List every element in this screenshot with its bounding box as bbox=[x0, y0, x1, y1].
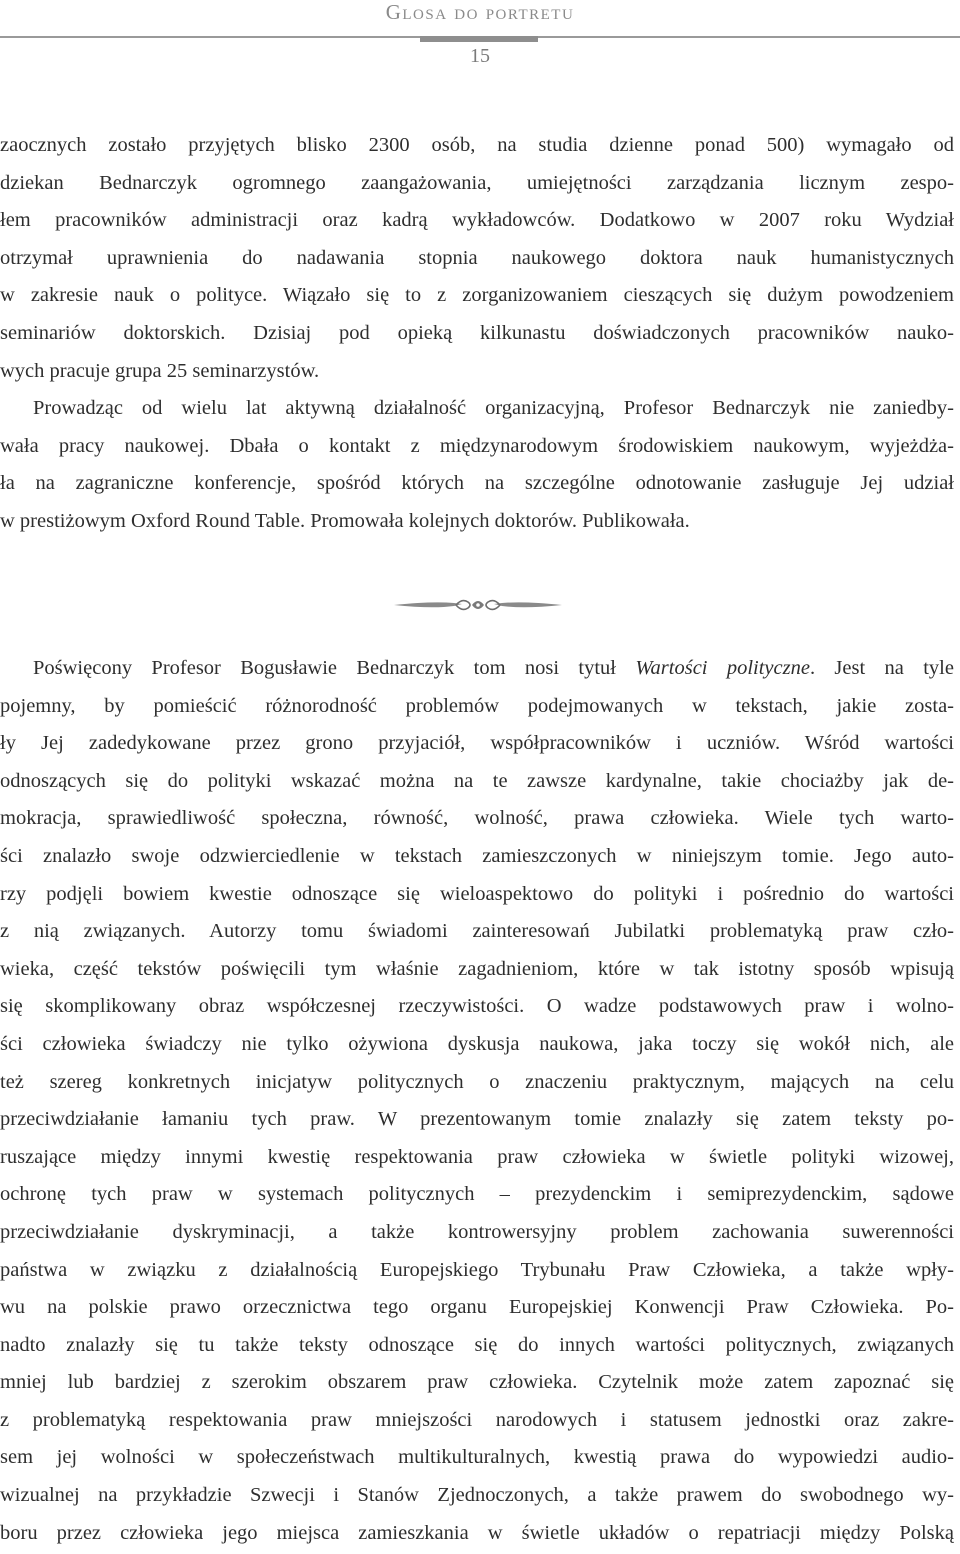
text-fragment: . Jest na tyle bbox=[809, 657, 954, 679]
text-block-upper bbox=[0, 127, 954, 541]
text-line: Prowadząc od wielu lat aktywną działalność organizacyjną, Profesor Bednarczyk nie zaniedby- bbox=[33, 397, 954, 420]
text-line: się skomplikowany obraz współczesnej rzeczywistości. O wadze podstawowych praw i wolno- bbox=[0, 995, 954, 1018]
text-line: wu na polskie prawo orzecznictwa tego organu Europejskiej Konwencji Praw Człowieka. Po- bbox=[0, 1296, 954, 1319]
text-line: seminariów doktorskich. Dzisiaj pod opieką kilkunastu doświadczonych pracowników nauko- bbox=[0, 321, 954, 344]
running-title: Glosa do portretu bbox=[385, 0, 575, 24]
paragraph-2 bbox=[0, 390, 954, 540]
header-rule-accent bbox=[420, 36, 538, 42]
text-block-lower bbox=[0, 650, 954, 1552]
text-line: ści znalazło swoje odzwierciedlenie w tekstach zamieszczonych w niniejszym tomie. Jego auto- bbox=[0, 844, 954, 867]
text-line: pojemny, by pomieścić różnorodność problemów podejmowanych w tekstach, jakie zosta- bbox=[0, 694, 954, 717]
text-line: przeciwdziałanie dyskryminacji, a także kontrowersyjny problem zachowania suwerenności bbox=[0, 1220, 954, 1243]
text-line: odnoszących się do polityki wskazać można na te zawsze kardynalne, takie chociażby jak de- bbox=[0, 769, 954, 792]
text-line: ły Jej zadedykowane przez grono przyjaciół, współpracowników i uczniów. Wśród wartości bbox=[0, 732, 954, 755]
text-line: przeciwdziałanie łamaniu tych praw. W prezentowanym tomie znalazły się zatem teksty po- bbox=[0, 1108, 954, 1131]
text-line: wizualnej na przykładzie Szwecji i Stanów Zjednoczonych, a także prawem do swobodnego wy- bbox=[0, 1484, 954, 1507]
text-line: ruszające między innymi kwestię respektowania praw człowieka w świetle polityki wizowej, bbox=[0, 1145, 954, 1168]
running-header bbox=[0, 0, 960, 66]
text-line: ła na zagraniczne konferencje, spośród których na szczególne odnotowanie zasługuje Jej udział bbox=[0, 472, 954, 495]
text-line: nadto znalazły się tu także teksty odnoszące się do innych wartości politycznych, związanych bbox=[0, 1333, 954, 1356]
text-line: wieka, część tekstów poświęcili tym właśnie zagadnieniom, które w tak istotny sposób wpisują bbox=[0, 957, 954, 980]
text-line: zaocznych zostało przyjętych blisko 2300 osób, na studia dzienne ponad 500) wymagało od bbox=[0, 134, 954, 156]
text-line: w prestiżowym Oxford Round Table. Promowała kolejnych doktorów. Publikowała. bbox=[0, 509, 690, 532]
text-line: rzy podjęli bowiem kwestie odnoszące się wieloaspektowo do polityki i pośrednio do wartości bbox=[0, 882, 954, 905]
text-line: wych pracuje grupa 25 seminarzystów. bbox=[0, 359, 320, 382]
text-fragment: Poświęcony Profesor Bogusławie Bednarczyk tom nosi tytuł bbox=[33, 657, 636, 679]
text-line: mokracja, sprawiedliwość społeczna, równość, wolność, prawa człowieka. Wiele tych warto- bbox=[0, 807, 954, 830]
text-line: ochronę tych praw w systemach politycznych – prezydenckim i semiprezydenckim, sądowe bbox=[0, 1183, 954, 1206]
text-line: otrzymał uprawnienia do nadawania stopnia naukowego doktora nauk humanistycznych bbox=[0, 246, 954, 269]
text-line: z nią związanych. Autorzy tomu świadomi zainteresowań Jubilatki problematyką praw czło- bbox=[0, 920, 954, 943]
text-line: łem pracowników administracji oraz kadrą wykładowców. Dodatkowo w 2007 roku Wydział bbox=[0, 209, 954, 232]
text-line: mniej lub bardziej z szerokim obszarem praw człowieka. Czytelnik może zatem zapoznać się bbox=[0, 1371, 954, 1394]
text-line: też szereg konkretnych inicjatyw politycznych o znaczeniu praktycznym, mających na celu bbox=[0, 1070, 954, 1093]
book-title: Wartości polityczne bbox=[635, 657, 810, 679]
page-number: 15 bbox=[470, 45, 490, 67]
text-line: sem jej wolności w społeczeństwach multikulturalnych, kwestią prawa do wypowiedzi audio- bbox=[0, 1446, 954, 1469]
text-line: z problematyką respektowania praw mniejszości narodowych i statusem jednostki oraz zakre- bbox=[0, 1408, 954, 1431]
text-line: dziekan Bednarczyk ogromnego zaangażowania, umiejętności zarządzania licznym zespo- bbox=[0, 171, 954, 194]
text-line bbox=[0, 650, 954, 688]
text-line: wała pracy naukowej. Dbała o kontakt z międzynarodowym środowiskiem naukowym, wyjeżdża- bbox=[0, 434, 954, 457]
paragraph-3 bbox=[0, 650, 954, 1552]
decorative-divider-icon bbox=[392, 590, 564, 620]
text-line: boru przez człowieka jego miejsca zamieszkania w świetle układów o repatriacji między Polską bbox=[0, 1521, 954, 1544]
text-line: w zakresie nauk o polityce. Wiązało się to z zorganizowaniem cieszących się dużym powodzeniem bbox=[0, 284, 954, 307]
text-line: państwa w związku z działalnością Europejskiego Trybunału Praw Człowieka, a także wpły- bbox=[0, 1258, 954, 1281]
paragraph-1 bbox=[0, 127, 954, 390]
text-line: ści człowieka świadczy nie tylko ożywiona dyskusja naukowa, jaka toczy się wokół nich, ale bbox=[0, 1032, 954, 1055]
